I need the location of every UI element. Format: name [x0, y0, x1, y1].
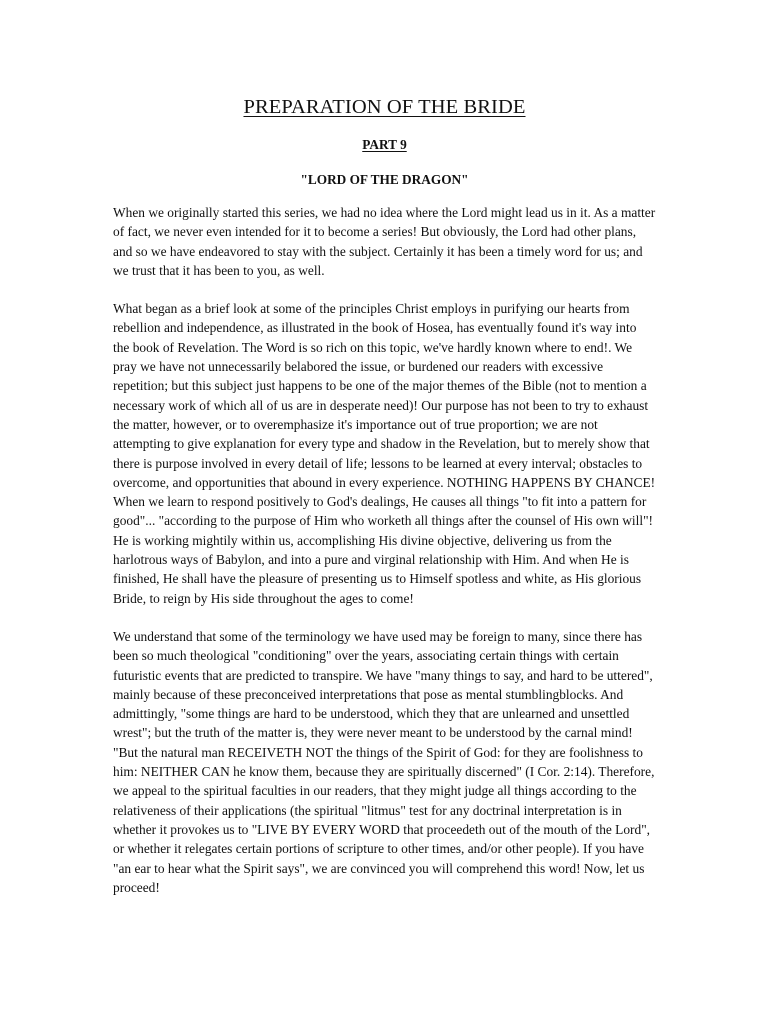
paragraph: We understand that some of the terminology we have used may be foreign to many, since there has been so much theological "conditioning" over the years, associating certain things with certain futuristic events that are predicted to transpire. We have "many things to say, and hard to be uttered", mainly because of these preconceived interpretations that pose as mental stumblingblocks. And admittingly, "some things are hard to be understood, which they that are unlearned and unsettled wrest"; but the truth of the matter is, they were never meant to be understood by the carnal mind! "But the natural man RECEIVETH NOT the things of the Spirit of God: for they are foolishness to him: NEITHER CAN he know them, because they are spiritually discerned" (I Cor. 2:14). Therefore, we appeal to the spiritual faculties in our readers, that they might judge all things according to the relativeness of their applications (the spiritual "litmus" test for any doctrinal interpretation is in whether it provokes us to "LIVE BY EVERY WORD that proceedeth out of the mouth of the Lord", or whether it relegates certain portions of scripture to other times, and/or other people). If you have "an ear to hear what the Spirit says", we are convinced you will comprehend this word! Now, let us proceed! — [113, 628, 655, 895]
paragraph: When we originally started this series, we had no idea where the Lord might lead us in it. As a matter of fact, we never even intended for it to become a series! But obviously, the Lord had other plans, and so we have endeavored to stay with the subject. Certainly it has been a timely word for us; and we trust that it has been to you, as well. — [113, 205, 656, 278]
document-page — [113, 92, 656, 916]
paragraph: What began as a brief look at some of the principles Christ employs in purifying our hearts from rebellion and independence, as illustrated in the book of Hosea, has eventually found it's way into the book of Revelation. The Word is so rich on this topic, we've hardly known where to end!. We pray we have not unnecessarily belabored the issue, or burdened our readers with excessive repetition; but this subject just happens to be one of the major themes of the Bible (not to mention a necessary work of which all of us are in desperate need)! Our purpose has not been to try to exhaust the matter, however, or to overemphasize it's importance out of true proportion; we are not attempting to give explanation for every type and shadow in the Revelation, but to merely show that there is purpose involved in every detail of life; lessons to be learned at every interval; obstacles to overcome, and opportunities that abound in every experience. NOTHING HAPPENS BY CHANCE! When we learn to respond positively to God's dealings, He causes all things "to fit into a pattern for good"... "according to the purpose of Him who worketh all things after the counsel of His own will"! He is working mightily within us, accomplishing His divine objective, delivering us from the harlotrous ways of Babylon, and into a pure and virginal relationship with Him. And when He is finished, He shall have the pleasure of presenting us to Himself spotless and white, as His glorious Bride, to reign by His side throughout the ages to come! — [113, 301, 656, 606]
part-heading: PART 9 — [362, 137, 407, 152]
document-title: PREPARATION OF THE BRIDE — [243, 96, 526, 118]
document-body — [113, 203, 656, 897]
chapter-subtitle: "LORD OF THE DRAGON" — [300, 172, 469, 187]
